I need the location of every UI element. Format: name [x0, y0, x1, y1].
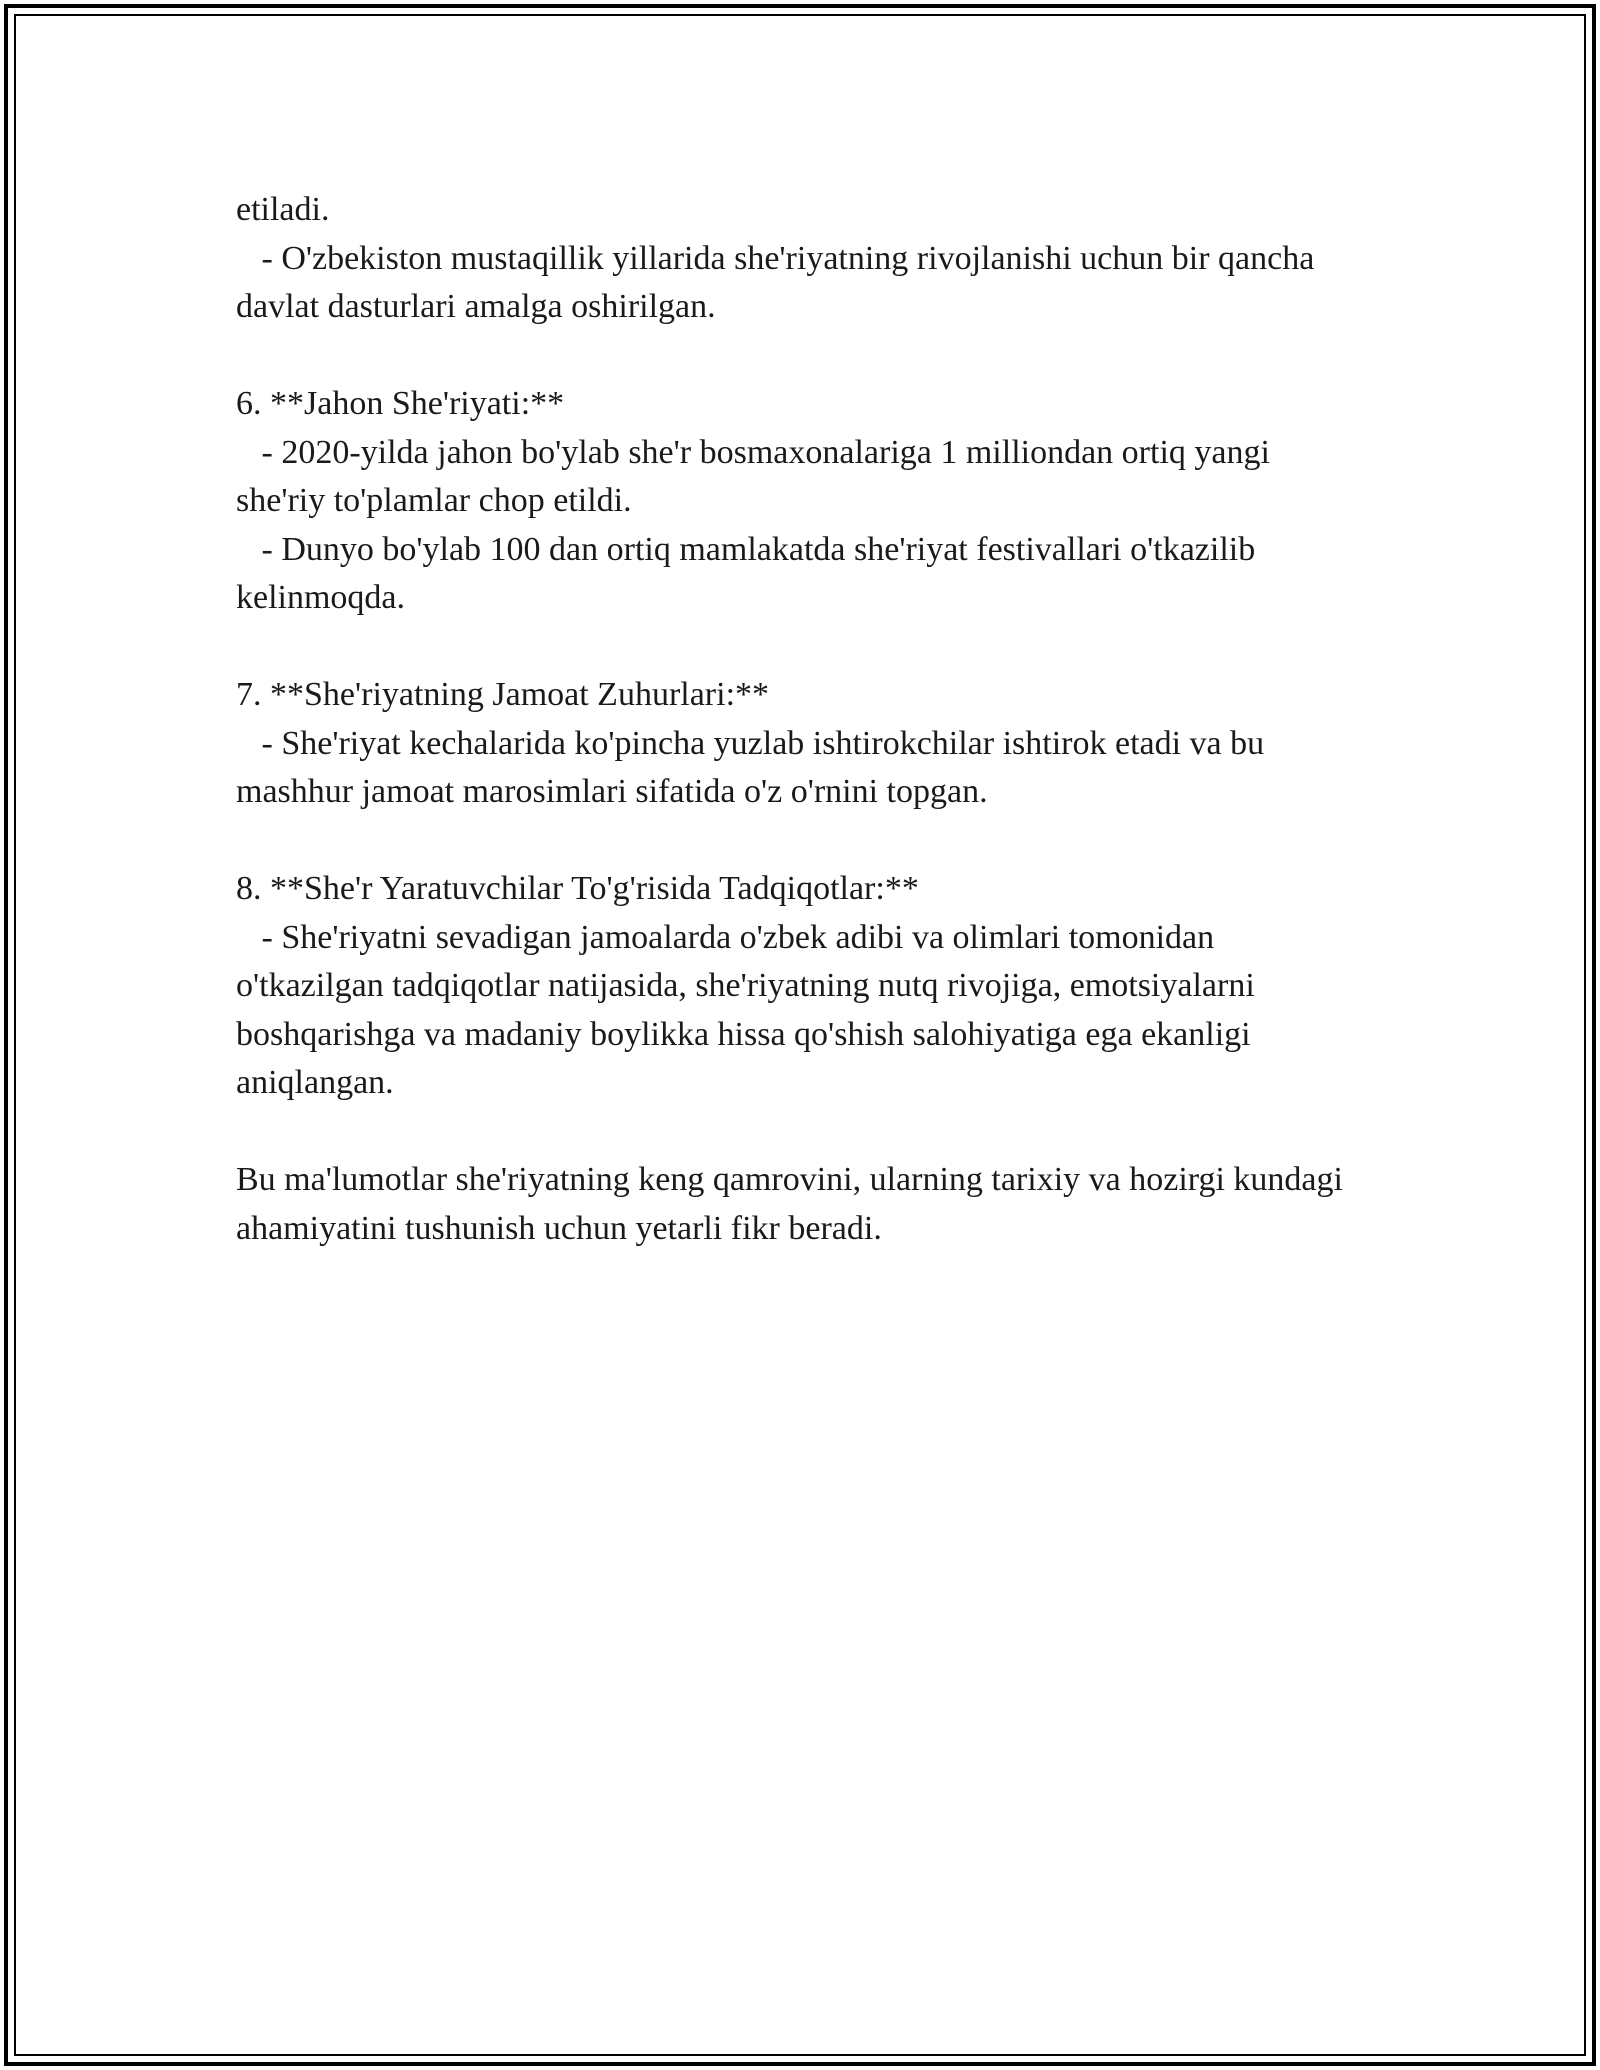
paragraph-gap	[236, 332, 1366, 381]
paragraph-gap	[236, 1108, 1366, 1157]
section-heading: 7. **She'riyatning Jamoat Zuhurlari:**	[236, 676, 770, 713]
section-jamoat-zuhurlari	[236, 671, 1366, 817]
section-heading: 6. **Jahon She'riyati:**	[236, 385, 565, 422]
section-tadqiqotlar	[236, 865, 1366, 1108]
section-bullet: - She'riyatni sevadigan jamoalarda o'zbek adibi va olimlari tomonidan o'tkazilgan tadqiqotlar natijasida, she'riyatning nutq rivojiga, emotsiyalarni boshqarishga va madaniy boylikka hissa qo'shish salohiyatiga ega ekanligi aniqlangan.	[236, 918, 1264, 1101]
section-bullet: - Dunyo bo'ylab 100 dan ortiq mamlakatda she'riyat festivallari o'tkazilib kelinmoqda.	[236, 530, 1264, 616]
section-heading: 8. **She'r Yaratuvchilar To'g'risida Tadqiqotlar:**	[236, 870, 919, 907]
document-body	[236, 186, 1366, 1253]
intro-continued-text: etiladi.	[236, 191, 330, 228]
section-bullet: - 2020-yilda jahon bo'ylab she'r bosmaxonalariga 1 milliondan ortiq yangi she'riy to'plamlar chop etildi.	[236, 433, 1279, 519]
paragraph-gap	[236, 817, 1366, 866]
section-bullet: - She'riyat kechalarida ko'pincha yuzlab ishtirokchilar ishtirok etadi va bu mashhur jamoat marosimlari sifatida o'z o'rnini topgan.	[236, 724, 1273, 810]
conclusion-paragraph: Bu ma'lumotlar she'riyatning keng qamrovini, ularning tarixiy va hozirgi kundagi ahamiyatini tushunish uchun yetarli fikr beradi.	[236, 1161, 1352, 1247]
paragraph-gap	[236, 623, 1366, 672]
intro-bullet: - O'zbekiston mustaqillik yillarida she'riyatning rivojlanishi uchun bir qancha davlat dasturlari amalga oshirilgan.	[236, 239, 1323, 325]
section-jahon-sheriyati	[236, 380, 1366, 623]
